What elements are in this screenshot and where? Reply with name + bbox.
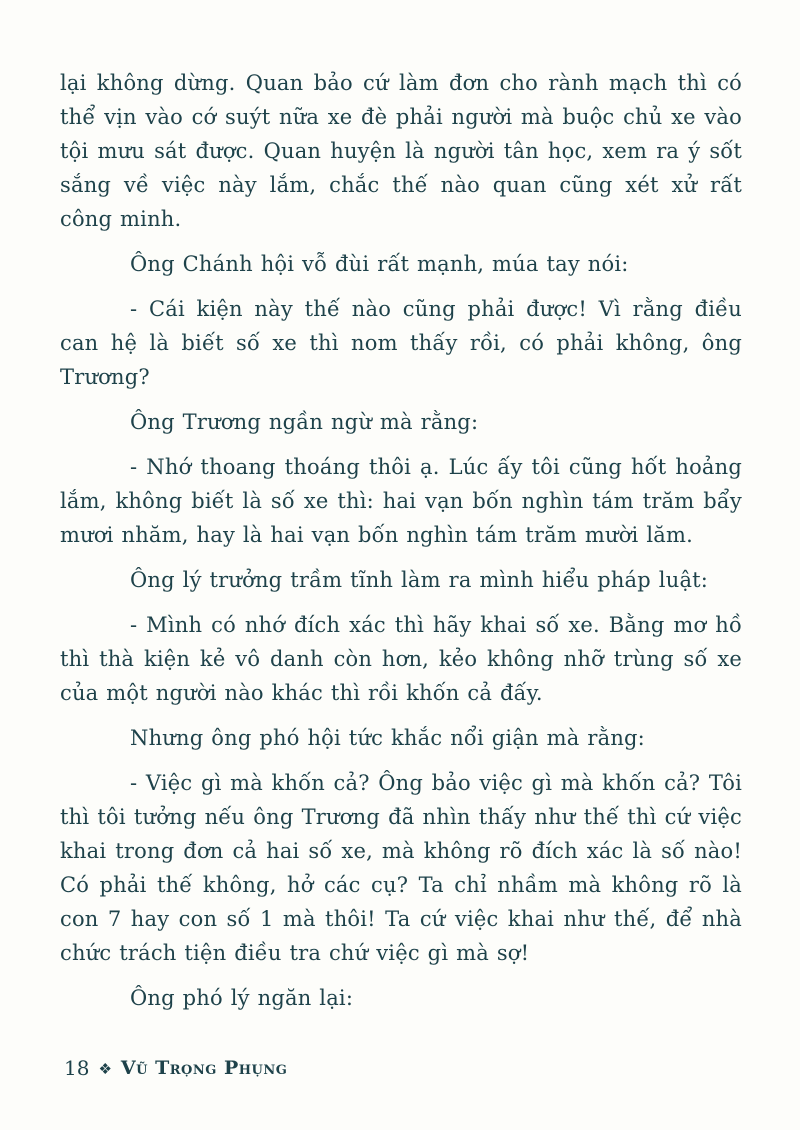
page-footer: [64, 1058, 287, 1078]
page-text-block: [60, 66, 742, 1026]
diamond-ornament-icon: ❖: [98, 1059, 112, 1078]
paragraph: Ông Chánh hội vỗ đùi rất mạnh, múa tay nói:: [130, 252, 629, 276]
paragraph: lại không dừng. Quan bảo cứ làm đơn cho rành mạch thì có thể vịn vào cớ suýt nữa xe đè phải người mà buộc chủ xe vào tội mưu sát được. Quan huyện là người tân học, xem ra ý sốt sắng về việc này lắm, chắc thế nào quan cũng xét xử rất công minh.: [60, 71, 742, 231]
paragraph: Nhưng ông phó hội tức khắc nổi giận mà rằng:: [130, 726, 645, 750]
paragraph: Ông phó lý ngăn lại:: [130, 986, 354, 1010]
paragraph: - Nhớ thoang thoáng thôi ạ. Lúc ấy tôi cũng hốt hoảng lắm, không biết là số xe thì: hai vạn bốn nghìn tám trăm bẩy mươi nhăm, hay là hai vạn bốn nghìn tám trăm mười lăm.: [60, 455, 742, 547]
paragraph: - Mình có nhớ đích xác thì hãy khai số xe. Bằng mơ hồ thì thà kiện kẻ vô danh còn hơn, kẻo không nhỡ trùng số xe của một người nào khác thì rồi khốn cả đấy.: [60, 613, 742, 705]
paragraph: Ông Trương ngần ngừ mà rằng:: [130, 410, 479, 434]
page-number: 18: [64, 1056, 90, 1080]
paragraph: - Việc gì mà khốn cả? Ông bảo việc gì mà khốn cả? Tôi thì tôi tưởng nếu ông Trương đã nhìn thấy như thế thì cứ việc khai trong đơn cả hai số xe, mà không rõ đích xác là số nào! Có phải thế không, hở các cụ? Ta chỉ nhầm mà không rõ là con 7 hay con số 1 mà thôi! Ta cứ việc khai như thế, để nhà chức trách tiện điều tra chứ việc gì mà sợ!: [60, 771, 742, 965]
paragraph: - Cái kiện này thế nào cũng phải được! Vì rằng điều can hệ là biết số xe thì nom thấy rồi, có phải không, ông Trương?: [60, 297, 742, 389]
running-title: Vũ Trọng Phụng: [120, 1056, 288, 1079]
paragraph: Ông lý trưởng trầm tĩnh làm ra mình hiểu pháp luật:: [130, 568, 709, 592]
